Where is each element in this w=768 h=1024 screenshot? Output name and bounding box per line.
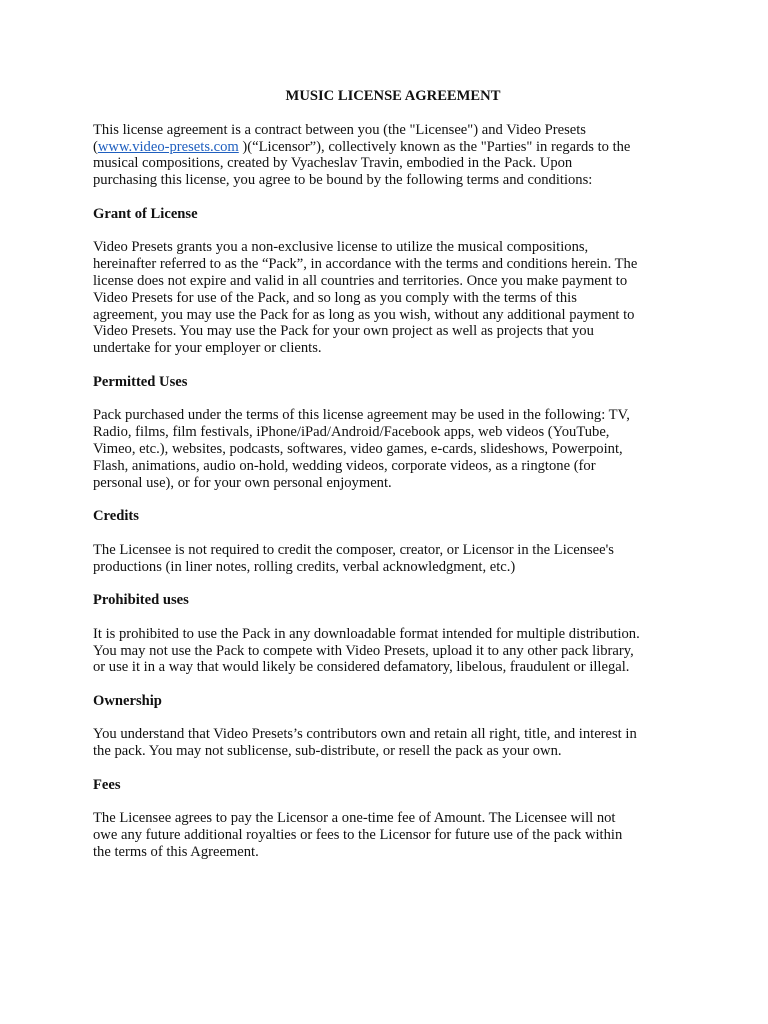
section-body-prohibited-uses: It is prohibited to use the Pack in any downloadable format intended for multiple distribution. You may not use the Pack to compete with Video Presets, upload it to any other pack library, or use it in a way that would likely be considered defamatory, libelous, fraudulent or illegal.: [93, 625, 640, 676]
intro-line-1: This license agreement is a contract between you (the "Licensee") and Video Presets: [93, 121, 586, 138]
section-heading-ownership: Ownership: [93, 692, 162, 709]
section-heading-permitted-uses: Permitted Uses: [93, 373, 188, 390]
section-heading-prohibited-uses: Prohibited uses: [93, 592, 189, 609]
document-body: [93, 88, 693, 878]
section-body-permitted-uses: Pack purchased under the terms of this license agreement may be used in the following: TV, Radio, films, film festivals, iPhone/iPad/Android/Facebook apps, web videos (YouTube, Vimeo, etc.), websites, podcasts, softwares, video games, e-cards, slideshows, Powerpoint, Flash, animations, audio on-hold, wedding videos, corporate videos, as a ringtone (for personal use), or for your own personal enjoyment.: [93, 407, 630, 491]
section-heading-credits: Credits: [93, 508, 139, 525]
website-link[interactable]: www.video-presets.com: [97, 138, 239, 155]
section-body-grant: Video Presets grants you a non-exclusive license to utilize the musical compositions, hereinafter referred to as the “Pack”, in accordance with the terms and conditions herein. The license does not expire and valid in all countries and territories. Once you make payment to Video Presets for use of the Pack, and so long as you comply with the terms of this agreement, you may use the Pack for as long as you wish, without any additional payment to Video Presets. You may use the Pack for your own project as well as projects that you undertake for your employer or clients.: [93, 239, 638, 357]
intro-after-link: )(“Licensor”), collectively known as the "Parties" in regards to the: [238, 138, 631, 155]
section-body-ownership: You understand that Video Presets’s contributors own and retain all right, title, and interest in the pack. You may not sublicense, sub-distribute, or resell the pack as your own.: [93, 726, 637, 760]
section-body-fees: The Licensee agrees to pay the Licensor a one-time fee of Amount. The Licensee will not owe any future additional royalties or fees to the Licensor for future use of the pack within the terms of this Agreement.: [93, 810, 623, 861]
intro-open-paren: (: [93, 138, 98, 155]
section-body-credits: The Licensee is not required to credit the composer, creator, or Licensor in the Licensee's productions (in liner notes, rolling credits, verbal acknowledgment, etc.): [93, 541, 614, 575]
intro-paragraph: [93, 122, 693, 189]
intro-rest: musical compositions, created by Vyacheslav Travin, embodied in the Pack. Upon purchasing this license, you agree to be bound by the following terms and conditions:: [93, 155, 593, 189]
section-heading-grant: Grant of License: [93, 205, 198, 222]
page-title: MUSIC LICENSE AGREEMENT: [285, 88, 501, 104]
section-heading-fees: Fees: [93, 776, 121, 793]
